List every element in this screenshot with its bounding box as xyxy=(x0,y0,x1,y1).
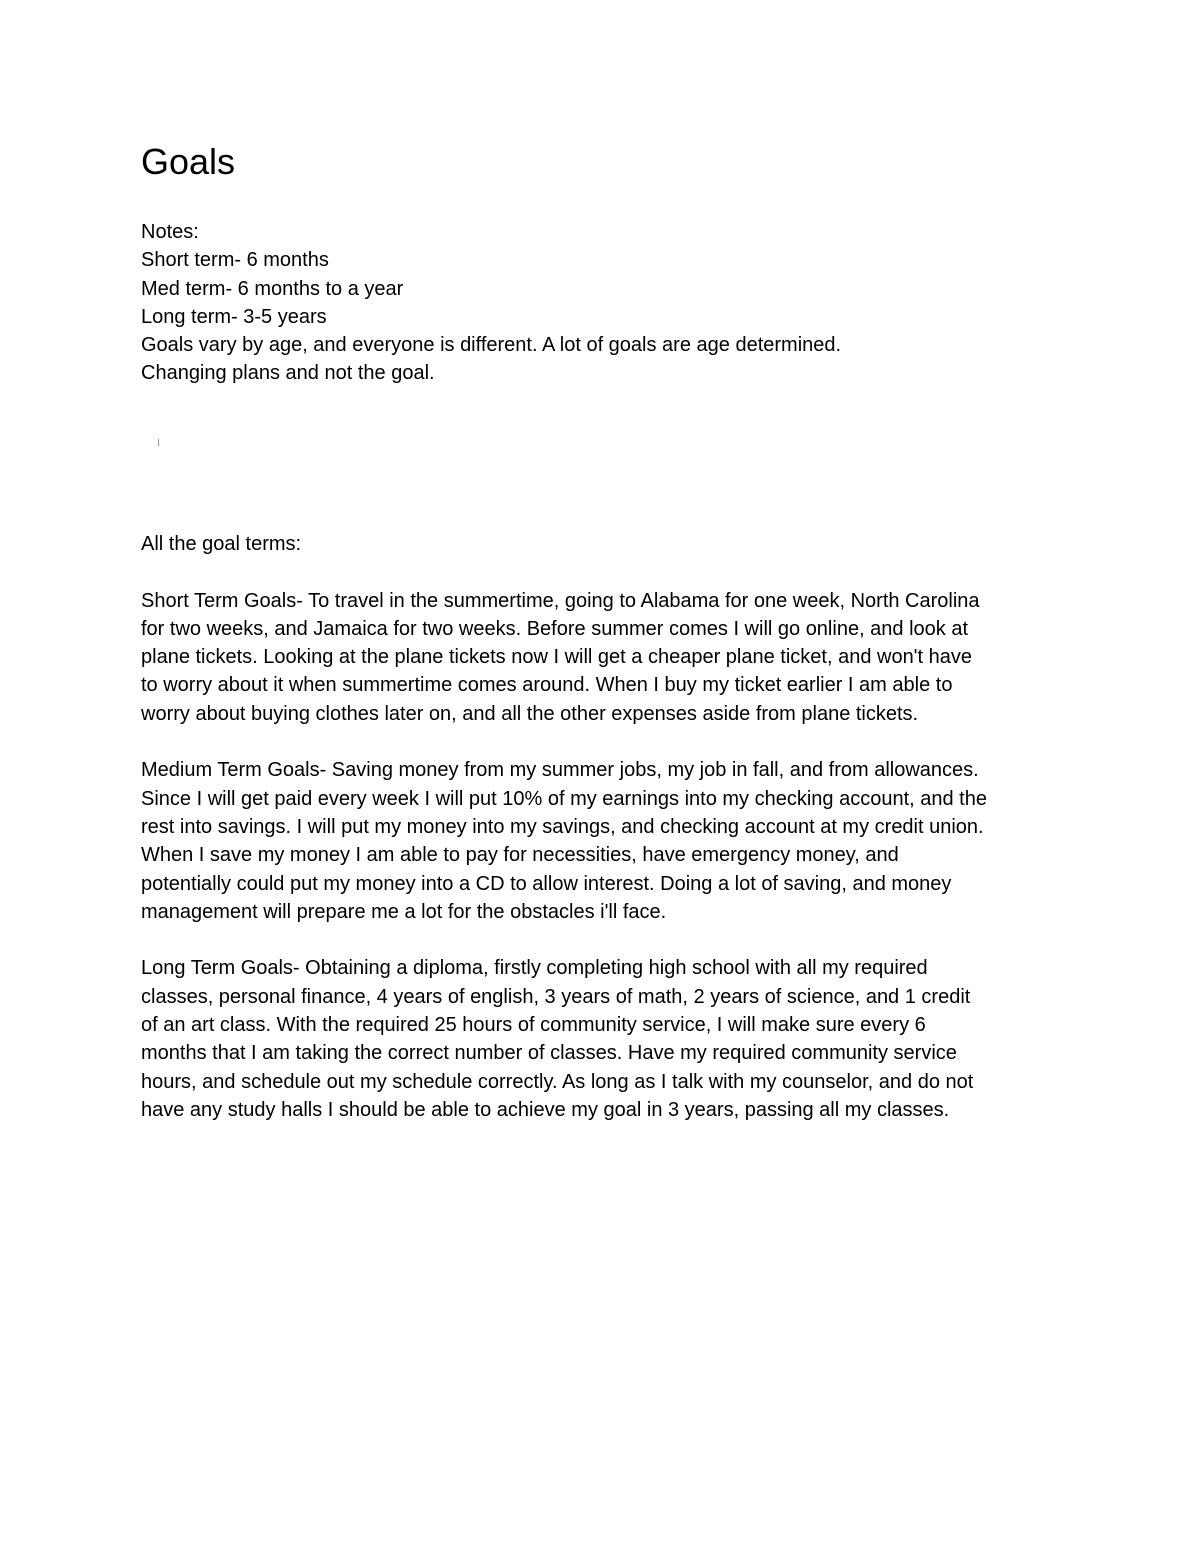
notes-line: Short term- 6 months xyxy=(141,249,329,272)
paragraph-line: When I save my money I am able to pay for necessities, have emergency money, and xyxy=(141,844,899,867)
paragraph-line: to worry about it when summertime comes around. When I buy my ticket earlier I am able to xyxy=(141,674,953,697)
paragraph-line: Long Term Goals- Obtaining a diploma, firstly completing high school with all my required xyxy=(141,957,928,980)
paragraph-line: plane tickets. Looking at the plane tickets now I will get a cheaper plane ticket, and won't have xyxy=(141,646,972,669)
paragraph-line: worry about buying clothes later on, and all the other expenses aside from plane tickets. xyxy=(141,702,919,725)
paragraph-line: Short Term Goals- To travel in the summertime, going to Alabama for one week, North Carolina xyxy=(141,589,980,612)
page-title: Goals xyxy=(141,141,236,182)
paragraph-line: classes, personal finance, 4 years of english, 3 years of math, 2 years of science, and 1 credit xyxy=(141,985,971,1008)
paragraph-line: rest into savings. I will put my money into my savings, and checking account at my credit union. xyxy=(141,815,984,838)
intro-line: All the goal terms: xyxy=(141,533,302,555)
paragraph-line: months that I am taking the correct number of classes. Have my required community service xyxy=(141,1042,957,1065)
paragraph-line: potentially could put my money into a CD to allow interest. Doing a lot of saving, and money xyxy=(141,872,952,895)
intro-paragraph xyxy=(141,530,1061,558)
notes-line: Long term- 3-5 years xyxy=(141,305,327,328)
short-term-goals-paragraph xyxy=(141,587,1061,728)
notes-block xyxy=(141,218,1091,388)
paragraph-line: of an art class. With the required 25 hours of community service, I will make sure every 6 xyxy=(141,1014,926,1037)
long-term-goals-paragraph xyxy=(141,954,1061,1124)
paragraph-line: hours, and schedule out my schedule correctly. As long as I talk with my counselor, and do not xyxy=(141,1070,974,1093)
notes-line: Goals vary by age, and everyone is different. A lot of goals are age determined. xyxy=(141,334,842,357)
notes-line: Med term- 6 months to a year xyxy=(141,277,404,300)
notes-heading: Notes: xyxy=(141,221,199,243)
notes-line: Changing plans and not the goal. xyxy=(141,362,435,385)
paragraph-line: Since I will get paid every week I will put 10% of my earnings into my checking account, and the xyxy=(141,787,987,810)
medium-term-goals-paragraph xyxy=(141,756,1061,926)
goals-body xyxy=(141,530,1061,1153)
stray-mark xyxy=(158,439,159,446)
paragraph-line: Medium Term Goals- Saving money from my summer jobs, my job in fall, and from allowances. xyxy=(141,759,979,782)
paragraph-line: management will prepare me a lot for the obstacles i'll face. xyxy=(141,900,667,923)
paragraph-line: for two weeks, and Jamaica for two weeks. Before summer comes I will go online, and look at xyxy=(141,617,969,640)
paragraph-line: have any study halls I should be able to achieve my goal in 3 years, passing all my classes. xyxy=(141,1098,950,1121)
